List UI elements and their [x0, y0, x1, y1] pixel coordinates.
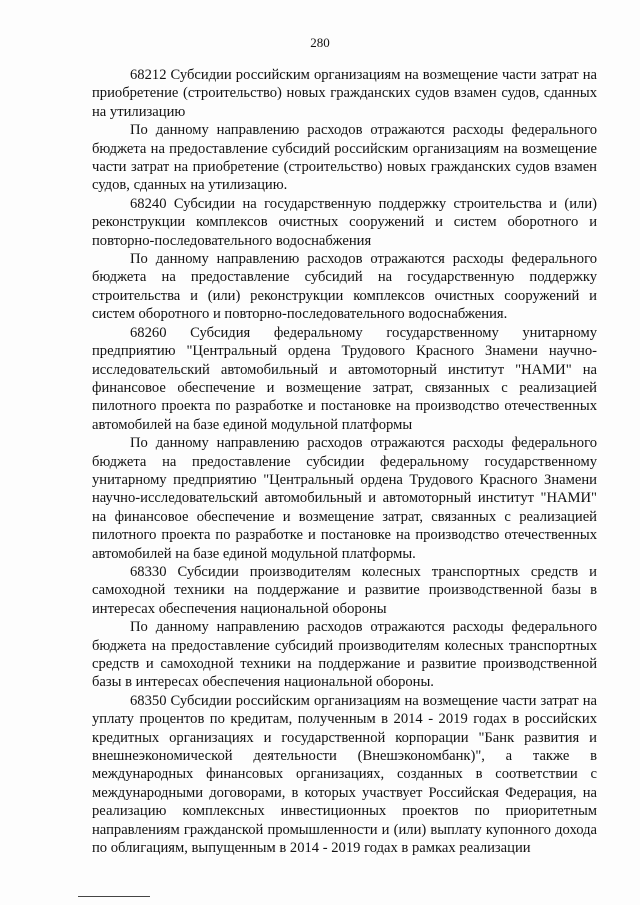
- paragraph-68350-title: 68350 Субсидии российским организациям на возмещение части затрат на уплату процентов по кредитам, полученным в 2014 - 2019 годах в российских кредитных организациях и государственной корпорации "Банк развития и внешнеэкономической деятельности (Внешэкономбанк)", а также в международных финансовых организациях, созданных в соответствии с международными договорами, в которых участвует Российская Федерация, на реализацию комплексных инвестиционных проектов по приоритетным направлениям гражданской промышленности и (или) выплату купонного дохода по облигациям, выпущенным в 2014 - 2019 годах в рамках реализации: [92, 692, 597, 857]
- paragraph-68330-description: По данному направлению расходов отражаются расходы федерального бюджета на предоставление субсидий производителям колесных транспортных средств и самоходной техники на поддержание и развитие производственной базы в интересах обеспечения национальной обороны.: [92, 619, 597, 691]
- paragraph-68260-description: По данному направлению расходов отражаются расходы федерального бюджета на предоставление субсидии федеральному государственному унитарному предприятию "Центральный ордена Трудового Красного Знамени научно-исследовательский автомобильный и автомоторный институт "НАМИ" на финансовое обеспечение и возмещение затрат, связанных с реализацией пилотного проекта по разработке и постановке на производство отечественных автомобилей на базе единой модульной платформы.: [92, 435, 597, 562]
- paragraph-68212-description: По данному направлению расходов отражаются расходы федерального бюджета на предоставление субсидий российским организациям на возмещение части затрат на приобретение (строительство) новых гражданских судов взамен судов, сданных на утилизацию.: [92, 122, 597, 194]
- paragraph-68212-title: 68212 Субсидии российским организациям на возмещение части затрат на приобретение (строительство) новых гражданских судов взамен судов, сданных на утилизацию: [92, 67, 597, 120]
- paragraph-68260-title: 68260 Субсидия федеральному государственному унитарному предприятию "Центральный ордена Трудового Красного Знамени научно-исследовательский автомобильный и автомоторный институт "НАМИ" на финансовое обеспечение и возмещение затрат, связанных с реализацией пилотного проекта по разработке и постановке на производство отечественных автомобилей на базе единой модульной платформы: [92, 324, 597, 433]
- page-number: 280: [310, 35, 330, 50]
- paragraph-68330-title: 68330 Субсидии производителям колесных транспортных средств и самоходной техники на поддержание и развитие производственной базы в интересах обеспечения национальной обороны: [92, 563, 597, 617]
- document-body: [92, 66, 597, 857]
- paragraph-68240-description: По данному направлению расходов отражаются расходы федерального бюджета на предоставление субсидий на государственную поддержку строительства и (или) реконструкции комплексов очистных сооружений и систем оборотного и повторно-последовательного водоснабжения.: [92, 251, 597, 323]
- paragraph-68240-title: 68240 Субсидии на государственную поддержку строительства и (или) реконструкции комплексов очистных сооружений и систем оборотного и повторно-последовательного водоснабжения: [92, 195, 597, 249]
- footer-divider: [78, 896, 150, 897]
